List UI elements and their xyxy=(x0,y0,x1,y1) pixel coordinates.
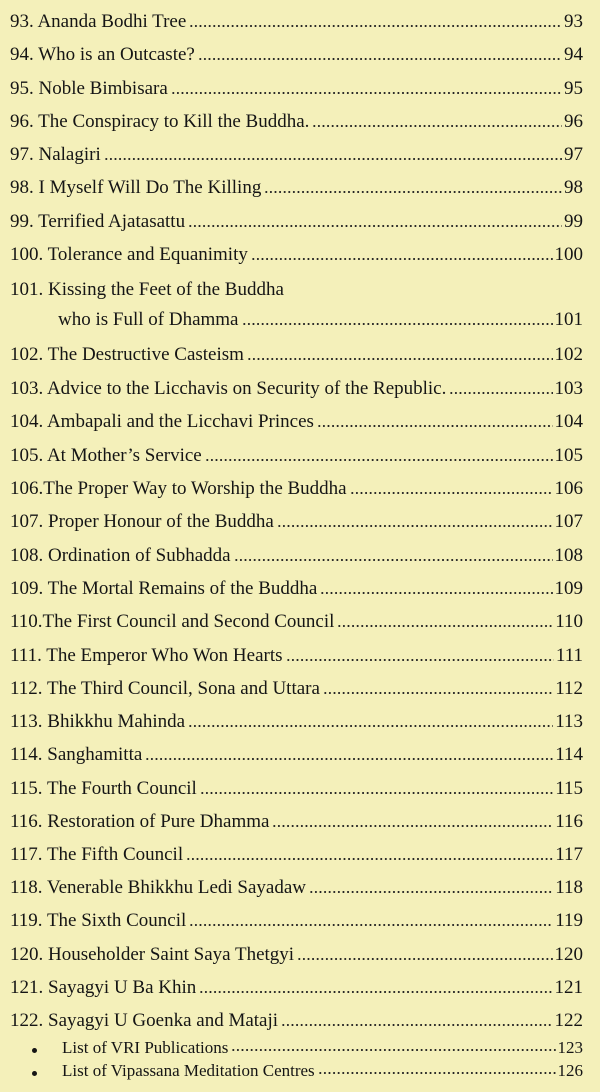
toc-entry-page: 114 xyxy=(555,744,583,765)
dot-leader xyxy=(198,56,562,62)
dot-leader xyxy=(186,856,553,862)
dot-leader xyxy=(188,723,553,729)
toc-entry-page: 94 xyxy=(564,44,583,65)
dot-leader xyxy=(205,457,553,463)
toc-entry-page: 98 xyxy=(564,177,583,198)
toc-entry-page: 126 xyxy=(557,1061,583,1080)
toc-entry-110[interactable] xyxy=(0,608,600,641)
toc-entry-page: 116 xyxy=(555,811,583,832)
toc-entry-119[interactable] xyxy=(0,907,600,940)
toc-entry-title: 112. The Third Council, Sona and Uttara xyxy=(10,678,320,699)
toc-entry-page: 101 xyxy=(554,309,583,330)
toc-entry-title: List of Vipassana Meditation Centres xyxy=(62,1061,315,1080)
toc-entry-95[interactable] xyxy=(0,75,600,108)
dot-leader xyxy=(337,623,553,629)
toc-entry-title: 115. The Fourth Council xyxy=(10,778,197,799)
toc-entry-page: 122 xyxy=(554,1010,583,1031)
toc-entry-title: List of VRI Publications xyxy=(62,1038,229,1057)
toc-entry-title: 104. Ambapali and the Licchavi Princes xyxy=(10,411,314,432)
toc-entry-page: 118 xyxy=(555,877,583,898)
dot-leader xyxy=(231,1047,555,1053)
toc-entry-title: 100. Tolerance and Equanimity xyxy=(10,244,248,265)
toc-entry-109[interactable] xyxy=(0,575,600,608)
dot-leader xyxy=(297,956,552,962)
dot-leader xyxy=(104,156,562,162)
toc-entry-page: 102 xyxy=(554,344,583,365)
toc-entry-title: 113. Bhikkhu Mahinda xyxy=(10,711,186,732)
dot-leader xyxy=(320,590,552,596)
dot-leader xyxy=(189,922,553,928)
dot-leader xyxy=(281,1022,552,1028)
toc-entry-page: 93 xyxy=(564,11,583,32)
dot-leader xyxy=(449,390,552,396)
toc-entry-title: 95. Noble Bimbisara xyxy=(10,78,168,99)
dot-leader xyxy=(317,423,553,429)
toc-entry-113[interactable] xyxy=(0,708,600,741)
toc-entry-page: 97 xyxy=(564,144,583,165)
toc-entry-title: 105. At Mother’s Service xyxy=(10,445,202,466)
toc-entry-page: 117 xyxy=(555,844,583,865)
dot-leader xyxy=(171,90,562,96)
toc-entry-118[interactable] xyxy=(0,874,600,907)
toc-entry-page: 119 xyxy=(555,910,583,931)
toc-bullet-meditation-centres[interactable] xyxy=(0,1059,600,1092)
toc-entry-title: 119. The Sixth Council xyxy=(10,910,187,931)
dot-leader xyxy=(251,256,553,262)
toc-entry-page: 99 xyxy=(564,211,583,232)
toc-entry-title: 122. Sayagyi U Goenka and Mataji xyxy=(10,1010,279,1031)
toc-entry-page: 96 xyxy=(564,111,583,132)
toc-entry-title: 108. Ordination of Subhadda xyxy=(10,545,231,566)
toc-entry-page: 111 xyxy=(555,645,583,666)
dot-leader xyxy=(189,23,562,29)
toc-entry-title: 111. The Emperor Who Won Hearts xyxy=(10,645,283,666)
toc-entry-page: 115 xyxy=(555,778,583,799)
dot-leader xyxy=(234,557,553,563)
dot-leader xyxy=(200,790,553,796)
toc-entry-page: 95 xyxy=(564,78,583,99)
toc-entry-page: 120 xyxy=(554,944,583,965)
dot-leader xyxy=(286,657,554,663)
toc-entry-page: 107 xyxy=(554,511,583,532)
toc-entry-page: 106 xyxy=(554,478,583,499)
toc-entry-94[interactable] xyxy=(0,41,600,74)
toc-entry-title: 121. Sayagyi U Ba Khin xyxy=(10,977,197,998)
toc-entry-106[interactable] xyxy=(0,475,600,508)
toc-entry-96[interactable] xyxy=(0,108,600,141)
toc-entry-117[interactable] xyxy=(0,841,600,874)
dot-leader xyxy=(242,321,553,327)
toc-entry-title-continued: who is Full of Dhamma xyxy=(58,309,239,330)
toc-entry-121[interactable] xyxy=(0,974,600,1007)
toc-entry-title: 97. Nalagiri xyxy=(10,144,101,165)
toc-entry-page: 110 xyxy=(555,611,583,632)
toc-entry-108[interactable] xyxy=(0,542,600,575)
toc-entry-page: 108 xyxy=(554,545,583,566)
bullet-icon xyxy=(32,1048,37,1053)
toc-entry-116[interactable] xyxy=(0,808,600,841)
toc-entry-title: 101. Kissing the Feet of the Buddha xyxy=(10,279,284,300)
toc-entry-page: 103 xyxy=(554,378,583,399)
toc-entry-111[interactable] xyxy=(0,642,600,675)
toc-entry-title: 118. Venerable Bhikkhu Ledi Sayadaw xyxy=(10,877,307,898)
dot-leader xyxy=(277,523,553,529)
toc-entry-title: 120. Householder Saint Saya Thetgyi xyxy=(10,944,295,965)
toc-entry-107[interactable] xyxy=(0,508,600,541)
toc-entry-title: 106.The Proper Way to Worship the Buddha xyxy=(10,478,347,499)
toc-entry-104[interactable] xyxy=(0,408,600,441)
toc-entry-page: 123 xyxy=(557,1038,583,1057)
dot-leader xyxy=(350,490,553,496)
dot-leader xyxy=(145,756,553,762)
toc-entry-title: 109. The Mortal Remains of the Buddha xyxy=(10,578,318,599)
toc-entry-title: 116. Restoration of Pure Dhamma xyxy=(10,811,270,832)
toc-entry-page: 121 xyxy=(554,977,583,998)
toc-entry-page: 113 xyxy=(555,711,583,732)
toc-entry-title: 93. Ananda Bodhi Tree xyxy=(10,11,187,32)
toc-entry-114[interactable] xyxy=(0,741,600,774)
toc-entry-title: 99. Terrified Ajatasattu xyxy=(10,211,186,232)
toc-entry-title: 110.The First Council and Second Council xyxy=(10,611,335,632)
toc-entry-title: 117. The Fifth Council xyxy=(10,844,184,865)
toc-entry-title: 114. Sanghamitta xyxy=(10,744,143,765)
toc-entry-105[interactable] xyxy=(0,442,600,475)
toc-entry-title: 98. I Myself Will Do The Killing xyxy=(10,177,262,198)
toc-entry-title: 103. Advice to the Licchavis on Security of the Republic. xyxy=(10,378,447,399)
toc-entry-115[interactable] xyxy=(0,775,600,808)
dot-leader xyxy=(264,189,562,195)
toc-entry-99[interactable] xyxy=(0,208,600,241)
toc-entry-97[interactable] xyxy=(0,141,600,174)
toc-entry-title: 94. Who is an Outcaste? xyxy=(10,44,195,65)
bullet-icon xyxy=(32,1071,37,1076)
dot-leader xyxy=(272,823,553,829)
dot-leader xyxy=(318,1070,556,1076)
toc-entry-page: 109 xyxy=(554,578,583,599)
toc-entry-98[interactable] xyxy=(0,174,600,207)
toc-entry-120[interactable] xyxy=(0,941,600,974)
toc-entry-100[interactable] xyxy=(0,241,600,274)
toc-entry-page: 112 xyxy=(555,678,583,699)
toc-entry-title: 107. Proper Honour of the Buddha xyxy=(10,511,274,532)
toc-entry-103[interactable] xyxy=(0,375,600,408)
toc-entry-page: 105 xyxy=(554,445,583,466)
toc-entry-93[interactable] xyxy=(0,8,600,41)
toc-entry-page: 100 xyxy=(554,244,583,265)
dot-leader xyxy=(323,690,553,696)
dot-leader xyxy=(312,123,562,129)
toc-entry-page: 104 xyxy=(554,411,583,432)
dot-leader xyxy=(199,989,552,995)
toc-entry-title: 96. The Conspiracy to Kill the Buddha. xyxy=(10,111,310,132)
dot-leader xyxy=(188,223,562,229)
toc-entry-112[interactable] xyxy=(0,675,600,708)
toc-entry-101[interactable] xyxy=(0,276,600,342)
dot-leader xyxy=(247,356,553,362)
toc-entry-title: 102. The Destructive Casteism xyxy=(10,344,244,365)
dot-leader xyxy=(309,889,553,895)
toc-entry-102[interactable] xyxy=(0,341,600,374)
